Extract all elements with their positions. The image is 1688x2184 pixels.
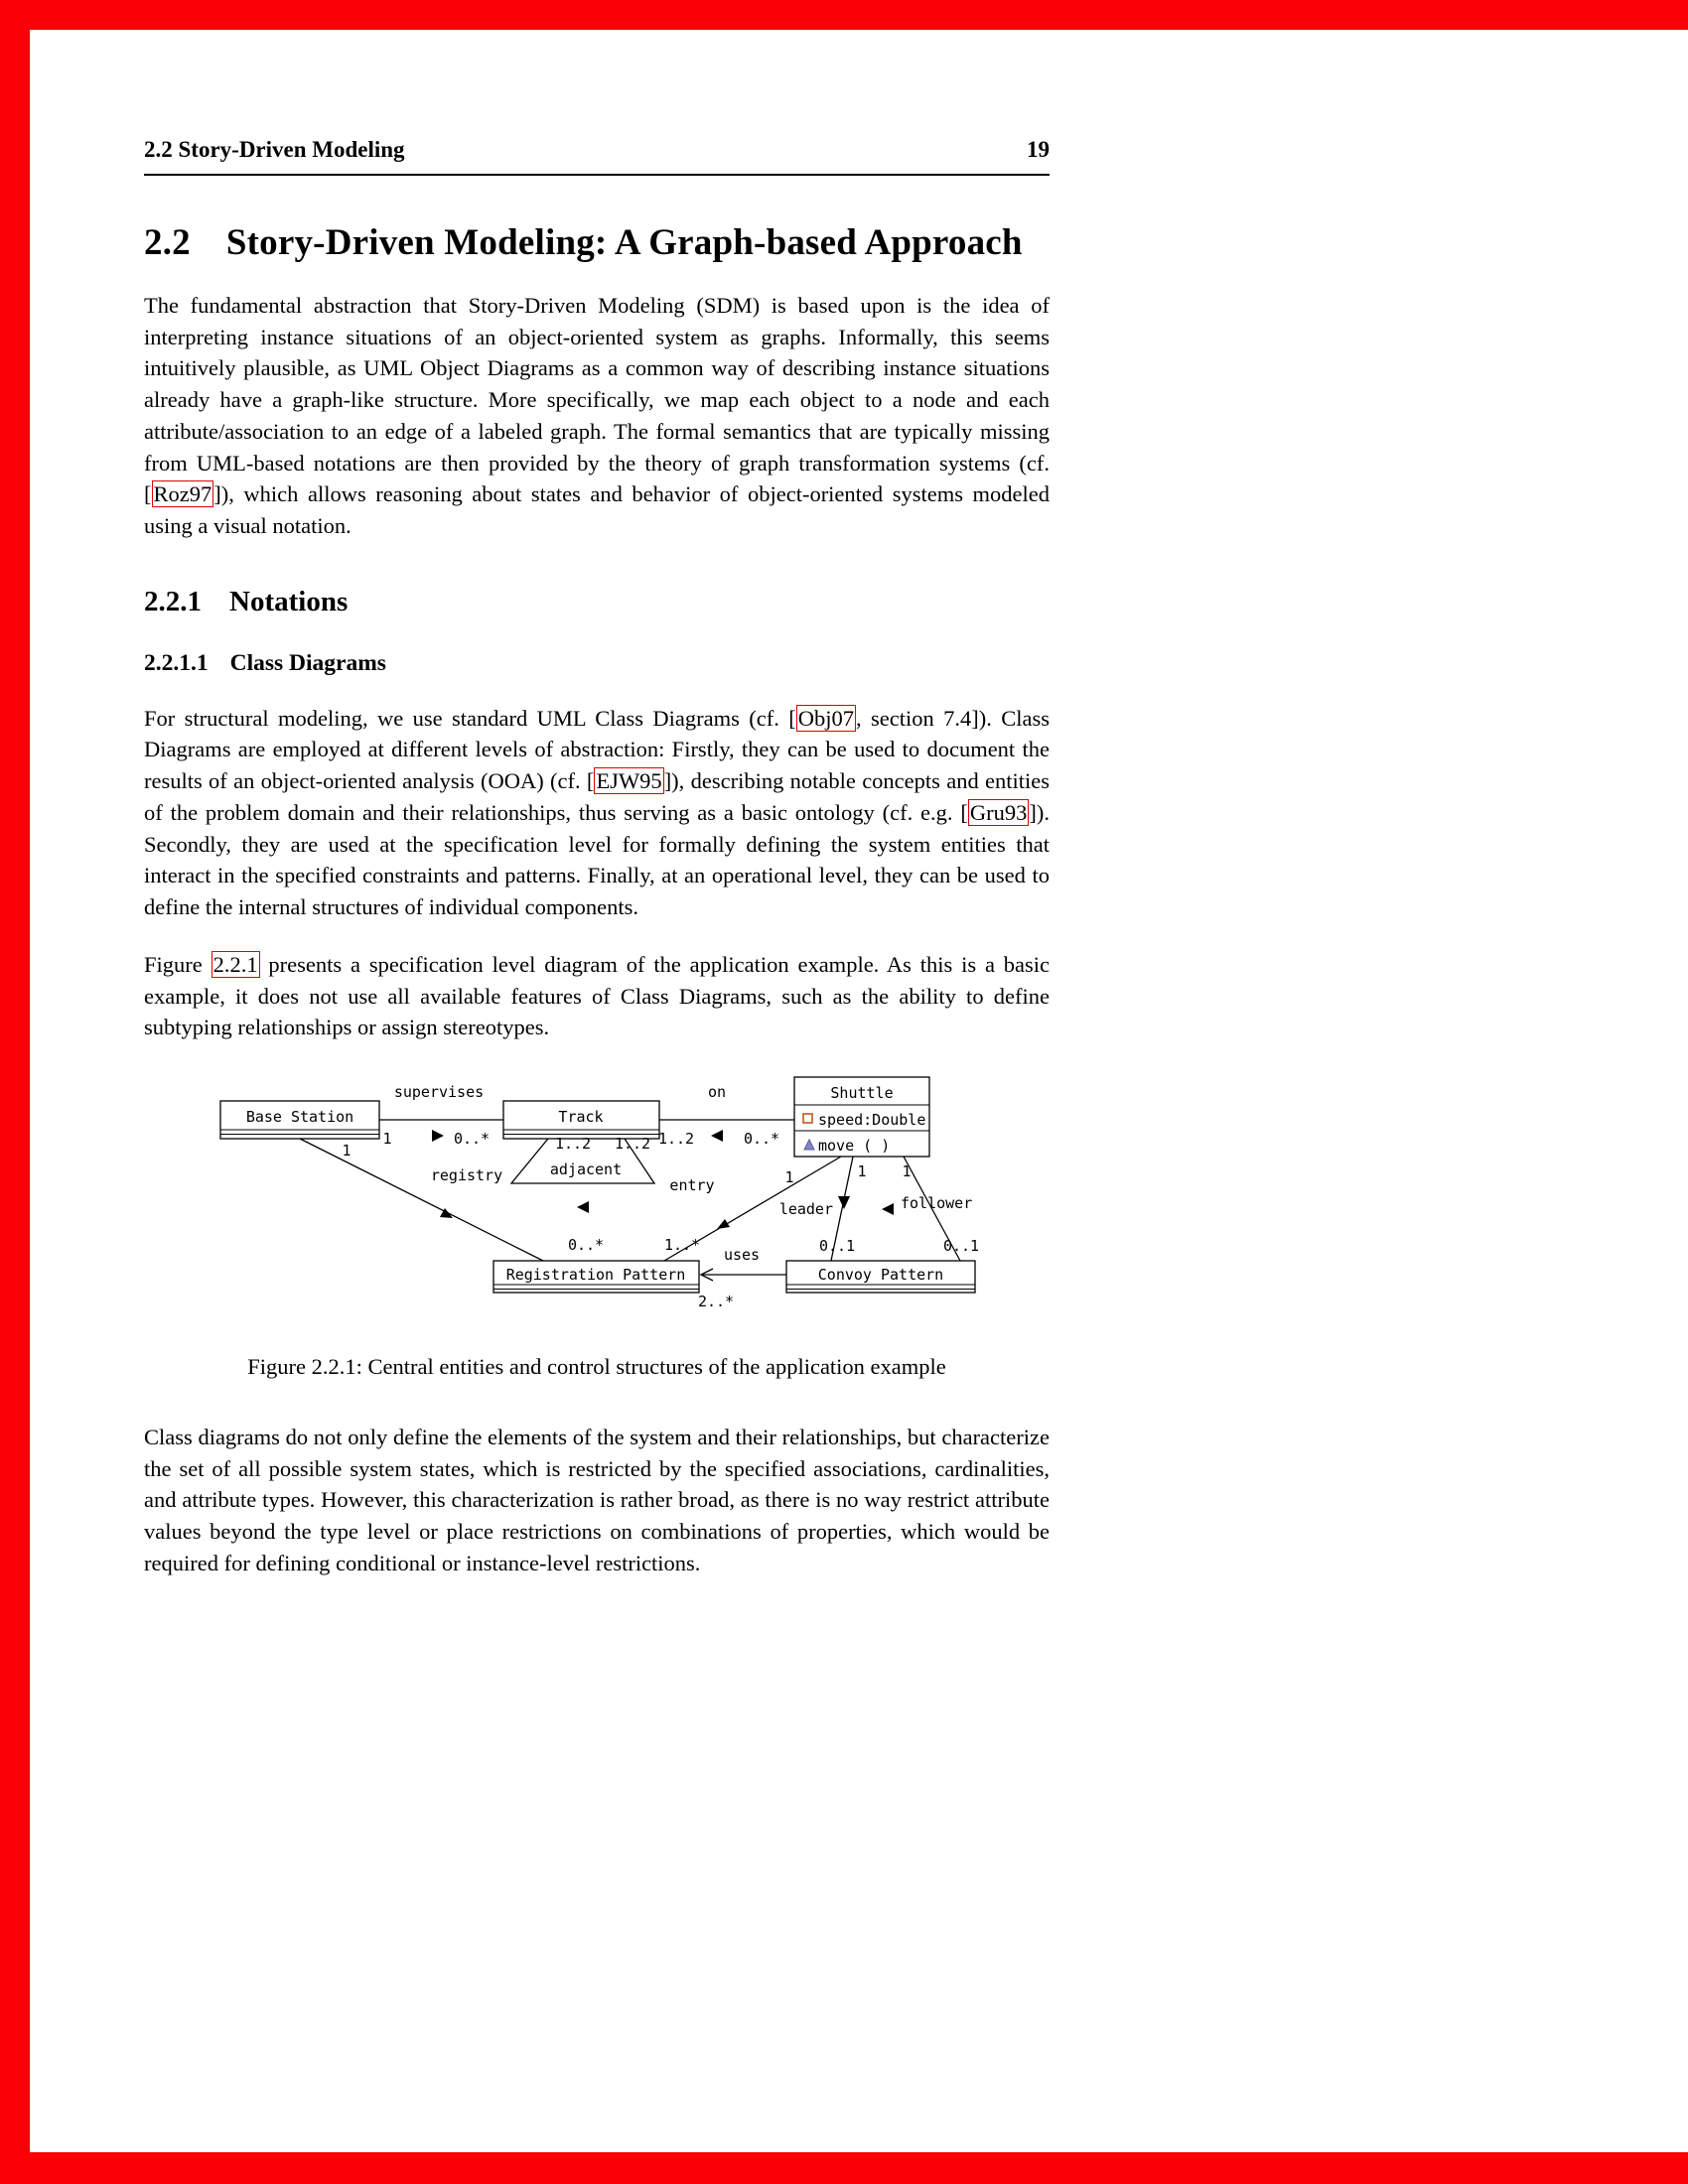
follower-label: follower: [901, 1193, 973, 1212]
uses-label: uses: [723, 1245, 761, 1264]
convoy-pattern-name: Convoy Pattern: [817, 1265, 944, 1284]
figure-intro-paragraph: [144, 949, 1050, 1043]
citation-link-obj07[interactable]: Obj07: [797, 705, 854, 731]
follower-association-labels: [882, 1162, 979, 1255]
adjacent-association-labels: [550, 1135, 650, 1213]
page-edge-top: [0, 0, 1688, 30]
entry-label: entry: [669, 1175, 715, 1194]
subsection-number: 2.2.1: [144, 585, 202, 617]
subsubsection-number: 2.2.1.1: [144, 649, 209, 676]
registry-association-labels: [342, 1142, 604, 1254]
uml-class-diagram-figure: [144, 1069, 1050, 1380]
registration-pattern-name: Registration Pattern: [505, 1265, 686, 1284]
page-number: 19: [1027, 137, 1050, 162]
intro-text-2: ]), which allows reasoning about states and behavior of object-oriented systems modeled using a visual notation.: [144, 481, 1050, 539]
intro-text-1: The fundamental abstraction that Story-Driven Modeling (SDM) is based upon is the idea of interpreting instance situations of an object-oriented system as graphs. Informally, this seems intuitively plausible, as UML Object Diagrams as a common way of describing instance situations already have a graph-like structure. More specifically, we map each object to a node and each attribute/association to an edge of a labeled graph. The formal semantics that are typically missing from UML-based notations are then provided by the theory of graph transformation systems (cf. [: [144, 293, 1050, 507]
adjacent-label: adjacent: [549, 1160, 623, 1178]
adjacent-multiplicity-right: 1..2: [614, 1134, 651, 1153]
registry-multiplicity-to: 0..*: [567, 1235, 605, 1254]
class-registration-pattern: [493, 1261, 699, 1293]
running-header-section: 2.2 Story-Driven Modeling: [144, 137, 405, 162]
class-shuttle: [794, 1077, 929, 1157]
figure-intro-text-2: presents a specification level diagram of the application example. As this is a basic example, it does not use all available features of Class Diagrams, such as the ability to define subtyping relationships or assign stereotypes.: [144, 951, 1051, 1040]
page-content: [144, 137, 1050, 1579]
adjacent-direction-arrow-icon: [577, 1201, 589, 1213]
uses-multiplicity-to: 2..*: [697, 1292, 735, 1310]
class-diagrams-text-3: ]), describing notable concepts and entities of the problem domain and their relationships, thus serving as a basic ontology (cf. e.g. [: [144, 768, 1051, 825]
leader-multiplicity-from: 1: [857, 1161, 867, 1180]
on-direction-arrow-icon: [711, 1130, 723, 1142]
shuttle-operation: move ( ): [818, 1136, 891, 1155]
track-name: Track: [558, 1107, 604, 1126]
registry-association-line: [300, 1139, 543, 1261]
entry-multiplicity-to: 1..*: [663, 1235, 701, 1254]
supervises-direction-arrow-icon: [432, 1130, 444, 1142]
class-base-station: [220, 1101, 379, 1139]
section-title-text: Story-Driven Modeling: A Graph-based Approach: [225, 222, 1023, 263]
leader-multiplicity-to: 0..1: [818, 1236, 856, 1255]
attribute-icon: [803, 1114, 812, 1123]
page-edge-bottom: [0, 2152, 1688, 2184]
class-diagrams-text-2: , section 7.4]). Class Diagrams are employed at different levels of abstraction: Firstly, they can be used to document the results of an object-oriented analysis (OOA) (cf. [: [144, 705, 1050, 794]
subsection-title-text: Notations: [229, 585, 349, 617]
follower-multiplicity-from: 1: [902, 1161, 912, 1180]
uml-diagram-svg: [206, 1069, 990, 1315]
entry-association-labels: [664, 1168, 794, 1254]
subsubsection-title-class-diagrams: [144, 650, 1050, 677]
registry-label: registry: [430, 1165, 503, 1184]
adjacent-multiplicity-left: 1..2: [554, 1134, 592, 1153]
shuttle-attribute: speed:Double: [818, 1110, 926, 1129]
closing-paragraph: Class diagrams do not only define the elements of the system and their relationships, but characterize the set of all possible system states, which is restricted by the specified associations, cardinalities, and attribute types. However, this characterization is rather broad, as there is no way restrict attribute values beyond the type level or place restrictions on combinations of properties, which would be required for defining conditional or instance-level restrictions.: [144, 1424, 1050, 1575]
intro-paragraph: [144, 290, 1050, 542]
section-title: [144, 221, 1050, 264]
class-track: [503, 1101, 659, 1139]
class-diagrams-paragraph: [144, 703, 1050, 923]
on-multiplicity-to: 0..*: [743, 1129, 780, 1148]
follower-multiplicity-to: 0..1: [942, 1236, 980, 1255]
figure-reference-link[interactable]: 2.2.1: [212, 951, 258, 977]
shuttle-name: Shuttle: [830, 1083, 894, 1102]
leader-direction-arrow-icon: [838, 1196, 850, 1209]
registry-multiplicity-from: 1: [342, 1141, 352, 1160]
subsection-title-notations: [144, 586, 1050, 618]
follower-direction-arrow-icon: [882, 1203, 894, 1215]
figure-intro-text-1: Figure: [144, 951, 211, 977]
citation-link-gru93[interactable]: Gru93: [969, 799, 1028, 825]
supervises-association-labels: [382, 1083, 490, 1148]
class-diagrams-text-1: For structural modeling, we use standard UML Class Diagrams (cf. [: [144, 705, 796, 731]
citation-link-roz97[interactable]: Roz97: [153, 481, 212, 507]
class-diagrams-text-4: ]). Secondly, they are used at the specification level for formally defining the system entities that interact in the specified constraints and patterns. Finally, at an operational level, they can be used to define the internal structures of individual components.: [144, 799, 1050, 920]
entry-multiplicity-from: 1: [784, 1167, 794, 1186]
on-multiplicity-from: 1..2: [657, 1129, 695, 1148]
base-station-name: Base Station: [245, 1107, 354, 1126]
on-label: on: [707, 1082, 727, 1101]
leader-label: leader: [778, 1199, 833, 1218]
subsubsection-title-text: Class Diagrams: [229, 649, 386, 676]
on-association-labels: [658, 1083, 779, 1148]
supervises-multiplicity-from: 1: [382, 1129, 392, 1148]
running-header: [144, 137, 1050, 176]
entry-direction-arrow-icon: [717, 1219, 730, 1229]
supervises-label: supervises: [393, 1082, 485, 1101]
class-convoy-pattern: [786, 1261, 975, 1293]
supervises-multiplicity-to: 0..*: [453, 1129, 491, 1148]
page-edge-left: [0, 0, 30, 2184]
figure-caption: Figure 2.2.1: Central entities and control structures of the application example: [247, 1353, 946, 1379]
citation-link-ejw95[interactable]: EJW95: [596, 768, 662, 794]
section-number: 2.2: [144, 222, 191, 263]
uml-class-diagram: [206, 1069, 1050, 1320]
